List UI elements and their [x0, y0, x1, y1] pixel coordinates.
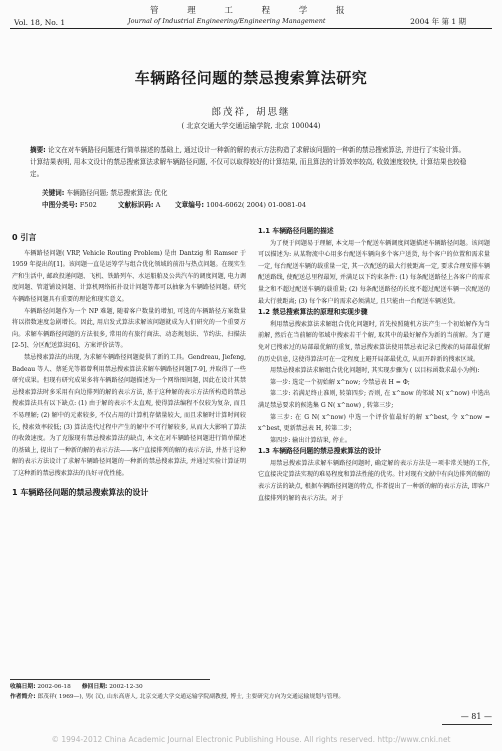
page-number-rule [442, 724, 492, 725]
paragraph: 禁忌搜索算法的出现, 为求解车辆路径问题提供了新的工具。Gendreau, Jiefeng, Badeau 等人、蔡延光等都曾利用禁忌搜索算法求解车辆路径问题[7-9], 并取得了一些研究成果。但现有研究成果多将车辆路径问题描述为一个网络图问题, 因此在设计其禁忌搜索算法时多采用有向边排列的解的表示方法, 基于这种解的表示方法所构造的禁忌搜索算法具有以下缺点: (1) 由于解的表示不太直观, 使得算法编程不仅较为复杂, 而且不易理解; (2) 解中的元素较多, 不仅占用的计算机存储量较大, 而且求解时计算时间较长, 搜索效率较低; (3) 算法迭代过程中产生的解中不可行解较多, 从而大大影响了算法的收敛速度。为了克服现有禁忌搜索算法的缺点, 本文在对车辆路径问题进行简单描述的基础上, 提出了一种新的解的表示方法——客户直接排列的解的表示方法, 并基于这种解的表示方法设计了求解车辆路径问题的一种新的禁忌搜索算法, 并通过实验计算证明了这种新的禁忌搜索算法的良好寻优性能。 [12, 353, 246, 477]
abstract-text: 论文在对车辆路径问题进行简单描述的基础上, 通过设计一种新的解的表示方法构造了求解该问题的一种新的禁忌搜索算法, 并进行了实验计算。计算结果表明, 用本文设计的禁忌搜索算法求解车辆路径问题, 不仅可以取得较好的计算结果, 而且算法的计算效率较高, 收敛速度较快, 计算结果也较稳定。 [30, 146, 467, 178]
paragraph: 用禁忌搜索算法求解车辆路径问题时, 确定解的表示方法是一项非常关键的工作, 它直接决定算法实现的难易程度和算法性能的优劣。针对现有文献中有向边排列的解的表示方法的缺点, 根据车辆路径问题的特点, 作者提出了一种新的解的表示方法, 即客户直接排列的解的表示方法。对于 [258, 459, 490, 502]
footnote-rule [10, 679, 210, 680]
article-id-label: 文章编号: [175, 201, 205, 209]
article-id-value: 1004-6062( 2004) 01-0081-04 [206, 201, 307, 209]
paper-affiliation: ( 北京交通大学交通运输学院, 北京 100044) [181, 122, 321, 130]
paragraph: 用禁忌搜索算法求解组合优化问题时, 其实现步骤为 ( 以目标函数求最小为例): [270, 367, 480, 375]
section-heading-intro: 0 引言 [12, 233, 37, 242]
section-heading-design: 1 车辆路径问题的禁忌搜索算法的设计 [12, 488, 149, 498]
header-issue: 2004 年 第 1 期 [410, 17, 466, 26]
abstract-label: 摘要: [30, 146, 46, 154]
clc-value: F502 [79, 201, 97, 209]
classification-row [42, 199, 306, 209]
header-rule [10, 28, 492, 29]
doc-code-value: A [155, 201, 161, 209]
paragraph: 车辆路径问题作为一个 NP 难题, 随着客户数量的增加, 可选的车辆路径方案数量将以指数速度急剧增长。因此, 用启发式算法求解该问题就成为人们研究的一个重要方向。求解车辆路径问题的方法很多, 常用的有旅行商法、动态规划法、节约法、扫描法[2-5]、分区配送算法[6]、方案评价法等。 [12, 307, 246, 350]
received-date: 2002-06-18 [37, 684, 71, 690]
author-bio-label: 作者简介: [10, 694, 36, 700]
algorithm-step: 第二步: 若满足终止准则, 转第四步; 否则, 在 x^now 的邻域 N( x^now) 中选出满足禁忌要求的候选集 G N( x^now) , 转第三步; [258, 390, 490, 409]
header-journal-cn: 管 理 工 程 学 报 [150, 6, 358, 16]
received-label: 收稿日期: [10, 684, 36, 690]
algorithm-step: 第四步: 输出计算结果, 停止。 [270, 436, 351, 444]
copyright-watermark: © 1994-2012 China Academic Journal Electronic Publishing House. All rights reserved. http://www.cnki.net [51, 735, 451, 744]
author-bio-text: 郎茂祥( 1969—), 男( 汉), 山东高唐人, 北京交通大学交通运输学院副教授, 博士, 主要研究方向为交通运输规划与管理。 [37, 694, 345, 700]
keywords-text: 车辆路径问题; 禁忌搜索算法; 优化 [66, 189, 168, 197]
keywords [42, 187, 167, 197]
subsection-heading: 1.1 车辆路径问题的描述 [258, 227, 334, 235]
paragraph: 为了便于问题易于理解, 本文用一个配送车辆调度问题描述车辆路径问题。该问题可以描述为: 从某物流中心用多台配送车辆向多个客户送货, 每个客户的位置和需求量一定, 每台配送车辆的载重量一定, 其一次配送的最大行驶距离一定, 要求合理安排车辆配送路线, 使配送总里程最短, 并满足以下约束条件: (1) 每条配送路径上各客户的需求量之和不超过配送车辆的载重量; (2) 每条配送路径的长度不超过配送车辆一次配送的最大行驶距离; (3) 每个客户的需求必须满足, 且只能由一台配送车辆送货。 [258, 239, 490, 305]
header-journal-en: Journal of Industrial Engineering/Engineering Management [128, 17, 326, 25]
algorithm-step: 第一步: 选定一个初始解 x^now; 令禁忌表 H = Φ; [270, 378, 410, 386]
doc-code-label: 文献标识码: [117, 201, 154, 209]
header-volume: Vol. 18, No. 1 [14, 18, 66, 27]
paper-authors: 郎茂祥, 胡思继 [211, 107, 291, 118]
received-dates [10, 683, 480, 692]
abstract [30, 144, 470, 180]
keywords-label: 关键词: [42, 189, 65, 197]
left-column [12, 232, 246, 499]
subsection-heading: 1.3 车辆路径问题的禁忌搜索算法的设计 [258, 447, 382, 456]
paragraph: 车辆路径问题( VRP, Vehicle Routing Problem) 是由 Dantzig 和 Ramser 于 1959 年提出的[1]。该问题一直是运筹学与组合优化领域的前沿与热点问题。在现实生产和生活中, 邮政投递问题、飞机、铁路列车、水运船舶及公共汽车的调度问题, 电力调度问题、管道铺设问题、计算机网络拓扑设计问题等都可以抽象为车辆路径问题。研究车辆路径问题具有重要的理论和现实意义。 [12, 249, 246, 303]
revised-date: 2002-12-30 [109, 684, 143, 690]
clc-label: 中图分类号: [42, 201, 78, 209]
paper-title: 车辆路径问题的禁忌搜索算法研究 [134, 69, 368, 87]
paragraph: 利用禁忌搜索算法求解组合优化问题时, 首先按照随机方法产生一个初始解作为当前解, 然后在当前解的邻域中搜索若干个解, 取其中的最好解作为新的当前解。为了避免对已搜索过的局部最优解的重复, 禁忌搜索算法使用禁忌表记录已搜索的局部最优解的历史信息, 这使得算法可在一定程度上避开局部最优点, 从而开辟新的搜索区域。 [258, 320, 490, 363]
author-bio [10, 693, 480, 702]
revised-label: 修回日期: [81, 684, 108, 690]
page-number: — 81 — [460, 712, 492, 721]
algorithm-step: 第三步: 在 G N( x^now) 中选一个评价值最好的解 x^best, 令 x^now = x^best, 更新禁忌表 H, 转第二步; [258, 413, 490, 433]
subsection-heading: 1.2 禁忌搜索算法的原理和实现步骤 [258, 308, 368, 317]
right-column [258, 226, 490, 504]
